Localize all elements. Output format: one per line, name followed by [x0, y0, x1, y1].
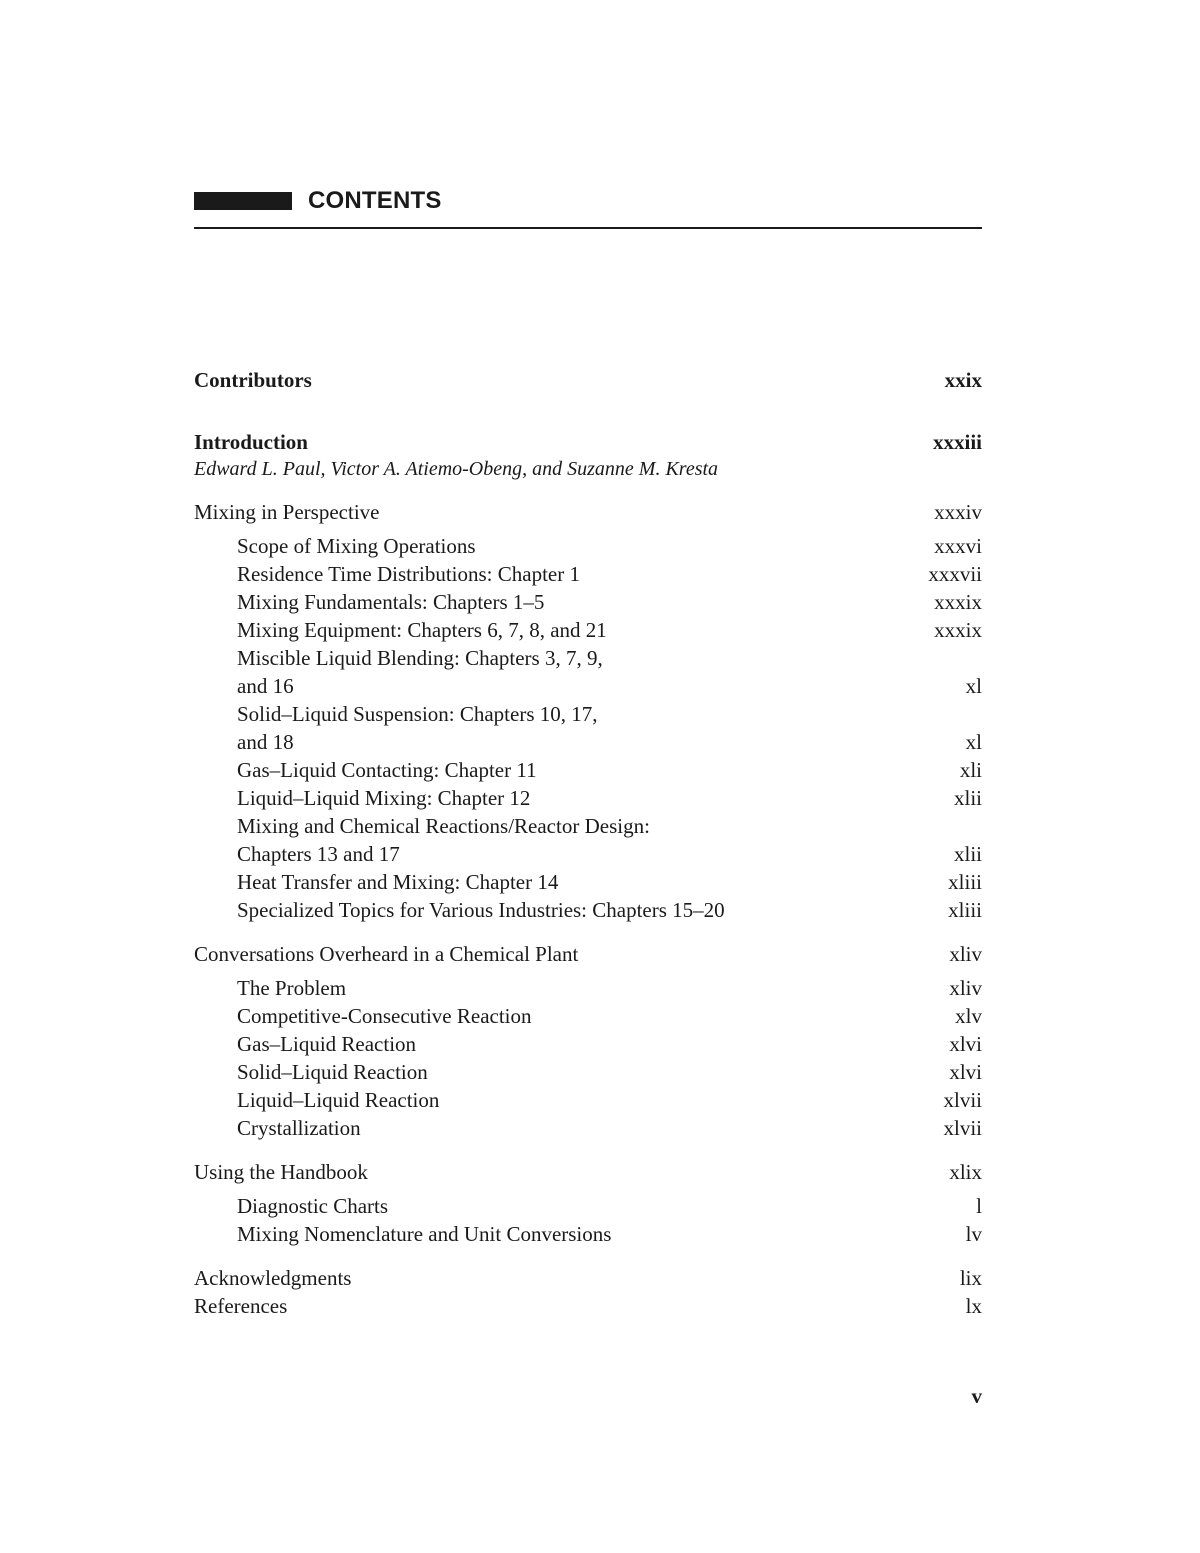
toc-subentry: [194, 588, 982, 616]
toc-subentry-page: xliii: [948, 870, 982, 894]
toc-subentry-title: Diagnostic Charts: [237, 1194, 389, 1218]
toc-subentry-line2: [194, 840, 982, 868]
toc-subentry: [194, 1192, 982, 1220]
toc-subentry-page: xlii: [953, 786, 982, 810]
toc-subentry-title-cont: Chapters 13 and 17: [237, 842, 400, 866]
toc-subentry: [194, 532, 982, 560]
toc-subentry: [194, 1058, 982, 1086]
toc-subentry-page: xxxvii: [928, 562, 982, 586]
toc-subentry: [194, 1030, 982, 1058]
toc-subentry: [194, 1086, 982, 1114]
toc-subentry-page: l: [976, 1194, 982, 1218]
toc-subentry-page: xl: [965, 730, 982, 754]
toc-subentry-page: lv: [965, 1222, 982, 1246]
toc-subentry: [194, 1114, 982, 1142]
toc-subentry-title: Gas–Liquid Reaction: [237, 1032, 417, 1056]
toc-subentry: [194, 1002, 982, 1030]
toc-entry-page: lx: [965, 1294, 982, 1318]
toc-section-acknowledgments: [194, 1264, 982, 1292]
toc-subentry-line1: [194, 644, 982, 672]
toc-subentry: [194, 560, 982, 588]
toc-entry-introduction: [194, 428, 982, 456]
toc-subentry-title: Liquid–Liquid Reaction: [237, 1088, 440, 1112]
toc-subentry-title-cont: and 18: [237, 730, 294, 754]
toc-section-mixing-in-perspective: [194, 498, 982, 526]
toc-subentry-page: xxxix: [934, 618, 982, 642]
toc-subentry-page: xlv: [955, 1004, 982, 1028]
toc-subentry-line1: [194, 812, 982, 840]
toc-subentry-title: Mixing Nomenclature and Unit Conversions: [237, 1222, 612, 1246]
table-of-contents: [194, 366, 982, 1320]
toc-subentry: [194, 616, 982, 644]
contents-header: [194, 187, 982, 229]
toc-subentry: [194, 896, 982, 924]
introduction-authors: Edward L. Paul, Victor A. Atiemo-Obeng, and Suzanne M. Kresta: [194, 458, 719, 480]
toc-subentry-title: Competitive-Consecutive Reaction: [237, 1004, 532, 1028]
toc-entry-page: xxix: [944, 368, 982, 392]
toc-subentry: [194, 1220, 982, 1248]
toc-subentry-page: xli: [959, 758, 982, 782]
toc-subentry-page: xlii: [953, 842, 982, 866]
toc-subentry-title: The Problem: [237, 976, 347, 1000]
toc-entry-title: Introduction: [194, 430, 308, 454]
toc-subentry: [194, 868, 982, 896]
toc-subentry-title: Crystallization: [237, 1116, 361, 1140]
toc-subentry-page: xl: [965, 674, 982, 698]
toc-entry-title: Using the Handbook: [194, 1160, 368, 1184]
toc-subentry-title: Liquid–Liquid Mixing: Chapter 12: [237, 786, 531, 810]
toc-entry-title: Contributors: [194, 368, 312, 392]
toc-entry-page: xxxiii: [932, 430, 982, 454]
toc-subentry-line1: [194, 700, 982, 728]
toc-subentry-page: xlvii: [943, 1116, 982, 1140]
toc-subentry-page: xxxvi: [934, 534, 982, 558]
toc-section-conversations: [194, 940, 982, 968]
toc-entry-page: xxxiv: [934, 500, 982, 524]
toc-subentry-line2: [194, 728, 982, 756]
toc-subentry-title: Heat Transfer and Mixing: Chapter 14: [237, 870, 559, 894]
toc-subentry-title: Gas–Liquid Contacting: Chapter 11: [237, 758, 537, 782]
toc-entry-title: Conversations Overheard in a Chemical Plant: [194, 942, 579, 966]
toc-subentry: [194, 974, 982, 1002]
toc-entry-title: Mixing in Perspective: [194, 500, 380, 524]
toc-entry-title: References: [194, 1294, 288, 1318]
toc-subentry-page: xxxix: [934, 590, 982, 614]
header-bar-decoration: [194, 192, 292, 210]
toc-entry-page: xliv: [949, 942, 982, 966]
toc-subentry-title: Mixing and Chemical Reactions/Reactor Design:: [237, 814, 650, 838]
toc-subentry-title: Residence Time Distributions: Chapter 1: [237, 562, 580, 586]
toc-subentry-line2: [194, 672, 982, 700]
toc-subentry-title: Mixing Equipment: Chapters 6, 7, 8, and 21: [237, 618, 607, 642]
toc-subentry-page: xliv: [949, 976, 982, 1000]
toc-entry-title: Acknowledgments: [194, 1266, 352, 1290]
toc-subentry-title: Specialized Topics for Various Industries: Chapters 15–20: [237, 898, 725, 922]
toc-subentry: [194, 756, 982, 784]
toc-subentry-page: xlvi: [949, 1060, 982, 1084]
toc-entry-page: xlix: [949, 1160, 982, 1184]
toc-subentry-title: Solid–Liquid Suspension: Chapters 10, 17,: [237, 702, 598, 726]
toc-subentry-title: Mixing Fundamentals: Chapters 1–5: [237, 590, 545, 614]
toc-subentry-page: xliii: [948, 898, 982, 922]
toc-subentry: [194, 784, 982, 812]
toc-subentry-page: xlvi: [949, 1032, 982, 1056]
toc-subentry-title: Miscible Liquid Blending: Chapters 3, 7, 9,: [237, 646, 603, 670]
page-number: v: [971, 1384, 982, 1408]
toc-entry-page: lix: [959, 1266, 982, 1290]
toc-subentry-title-cont: and 16: [237, 674, 294, 698]
toc-section-using-handbook: [194, 1158, 982, 1186]
toc-subentry-page: xlvii: [943, 1088, 982, 1112]
page-title: CONTENTS: [308, 187, 442, 214]
toc-subentry-title: Solid–Liquid Reaction: [237, 1060, 428, 1084]
toc-section-references: [194, 1292, 982, 1320]
toc-entry-contributors: [194, 366, 982, 394]
toc-subentry-title: Scope of Mixing Operations: [237, 534, 476, 558]
